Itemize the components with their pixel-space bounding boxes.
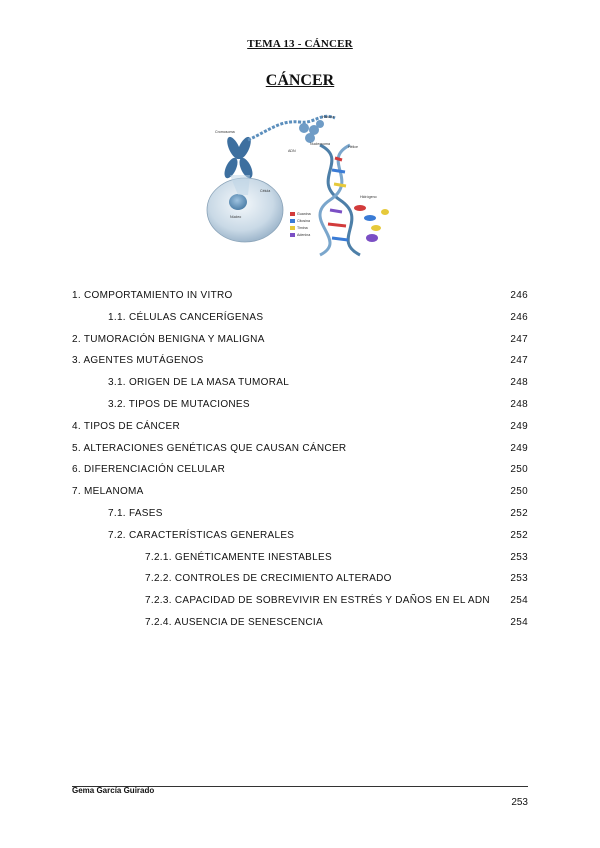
- toc-entry[interactable]: [0, 353, 600, 369]
- toc-entry-page: 246: [510, 311, 528, 323]
- label-nucleo: Núcleo: [230, 215, 242, 219]
- toc-entry[interactable]: [0, 550, 600, 566]
- label-celula: Célula: [260, 189, 271, 193]
- toc-entry-label: 2. TUMORACIÓN BENIGNA Y MALIGNA: [72, 333, 265, 345]
- toc-entry-page: 249: [510, 442, 528, 454]
- toc-entry[interactable]: [0, 528, 600, 544]
- label-guanina: Guanina: [297, 212, 311, 216]
- toc-entry-label: 7. MELANOMA: [72, 486, 144, 498]
- toc-entry-page: 246: [510, 290, 528, 301]
- label-timina: Timina: [297, 226, 308, 230]
- label-hidrogeno: Hidrógeno: [360, 195, 377, 199]
- dna-diagram-svg: [200, 100, 400, 260]
- toc-entry[interactable]: [0, 419, 600, 435]
- toc-entry[interactable]: [0, 506, 600, 522]
- toc-entry-page: 249: [510, 420, 528, 432]
- page-header-title: TEMA 13 - CÁNCER: [247, 38, 353, 50]
- toc-entry-label: 7.2.1. GENÉTICAMENTE INESTABLES: [145, 551, 332, 563]
- toc-entry-label: 1.1. CÉLULAS CANCERÍGENAS: [108, 311, 264, 323]
- toc-entry-label: 7.2.3. CAPACIDAD DE SOBREVIVIR EN ESTRÉS Y DAÑOS EN EL ADN: [145, 595, 490, 607]
- toc-entry-label: 7.2. CARACTERÍSTICAS GENERALES: [108, 529, 295, 541]
- toc-entry-label: 3. AGENTES MUTÁGENOS: [72, 355, 204, 367]
- toc-entry[interactable]: [0, 615, 600, 631]
- label-citosina: Citosina: [297, 219, 310, 223]
- toc-entry-page: 253: [510, 573, 528, 585]
- label-helice: Hélice: [348, 145, 358, 149]
- nucleus-shape: [229, 194, 247, 210]
- toc-entry-label: 7.2.2. CONTROLES DE CRECIMIENTO ALTERADO: [145, 573, 392, 585]
- toc-entry[interactable]: [0, 462, 600, 478]
- base-legend: [290, 212, 295, 237]
- toc-entry-page: 254: [510, 617, 528, 628]
- toc-entry-label: 7.2.4. AUSENCIA DE SENESCENCIA: [145, 617, 323, 628]
- label-cromosoma: Cromosoma: [215, 130, 235, 134]
- toc-entry[interactable]: [0, 441, 600, 457]
- toc-entry-label: 3.2. TIPOS DE MUTACIONES: [108, 399, 250, 410]
- toc-entry-label: 3.1. ORIGEN DE LA MASA TUMORAL: [108, 377, 290, 389]
- toc-entry-label: 1. COMPORTAMIENTO IN VITRO: [72, 290, 233, 301]
- toc-entry[interactable]: [0, 593, 600, 609]
- toc-entry-page: 247: [510, 333, 528, 345]
- label-adn: ADN: [288, 149, 296, 153]
- toc-entry-page: 252: [510, 529, 528, 541]
- toc-entry[interactable]: [0, 288, 600, 304]
- toc-entry-page: 247: [510, 355, 528, 367]
- label-nucleosoma: Nucleosoma: [310, 142, 330, 146]
- toc-entry-page: 252: [510, 508, 528, 519]
- footer-page-number: 253: [511, 797, 528, 808]
- nucleotide-blobs: [354, 205, 389, 242]
- toc-entry[interactable]: [0, 310, 600, 326]
- histone-beads: [299, 120, 324, 143]
- toc-entry[interactable]: [0, 375, 600, 391]
- toc-entry-page: 248: [510, 399, 528, 410]
- toc-entry-label: 6. DIFERENCIACIÓN CELULAR: [72, 464, 226, 476]
- chromatin-fiber: [248, 116, 335, 140]
- toc-entry[interactable]: [0, 332, 600, 348]
- toc-entry-label: 7.1. FASES: [108, 508, 163, 519]
- label-histona: Histona: [322, 115, 335, 119]
- dna-illustration: [200, 100, 400, 260]
- footer-author: Gema García Guirado: [72, 786, 155, 795]
- document-title: CÁNCER: [265, 72, 335, 89]
- toc-entry-page: 250: [510, 486, 528, 498]
- toc-entry-page: 254: [510, 595, 528, 607]
- label-adenina: Adenina: [297, 233, 311, 237]
- toc-entry-page: 253: [510, 551, 528, 563]
- toc-entry-label: 5. ALTERACIONES GENÉTICAS QUE CAUSAN CÁNCER: [72, 442, 347, 454]
- toc-entry[interactable]: [0, 571, 600, 587]
- toc-entry[interactable]: [0, 397, 600, 413]
- toc-entry[interactable]: [0, 484, 600, 500]
- toc-entry-page: 250: [510, 464, 528, 476]
- chromosome-shape: [222, 135, 255, 180]
- toc-entry-page: 248: [510, 377, 528, 389]
- toc-entry-label: 4. TIPOS DE CÁNCER: [72, 420, 181, 432]
